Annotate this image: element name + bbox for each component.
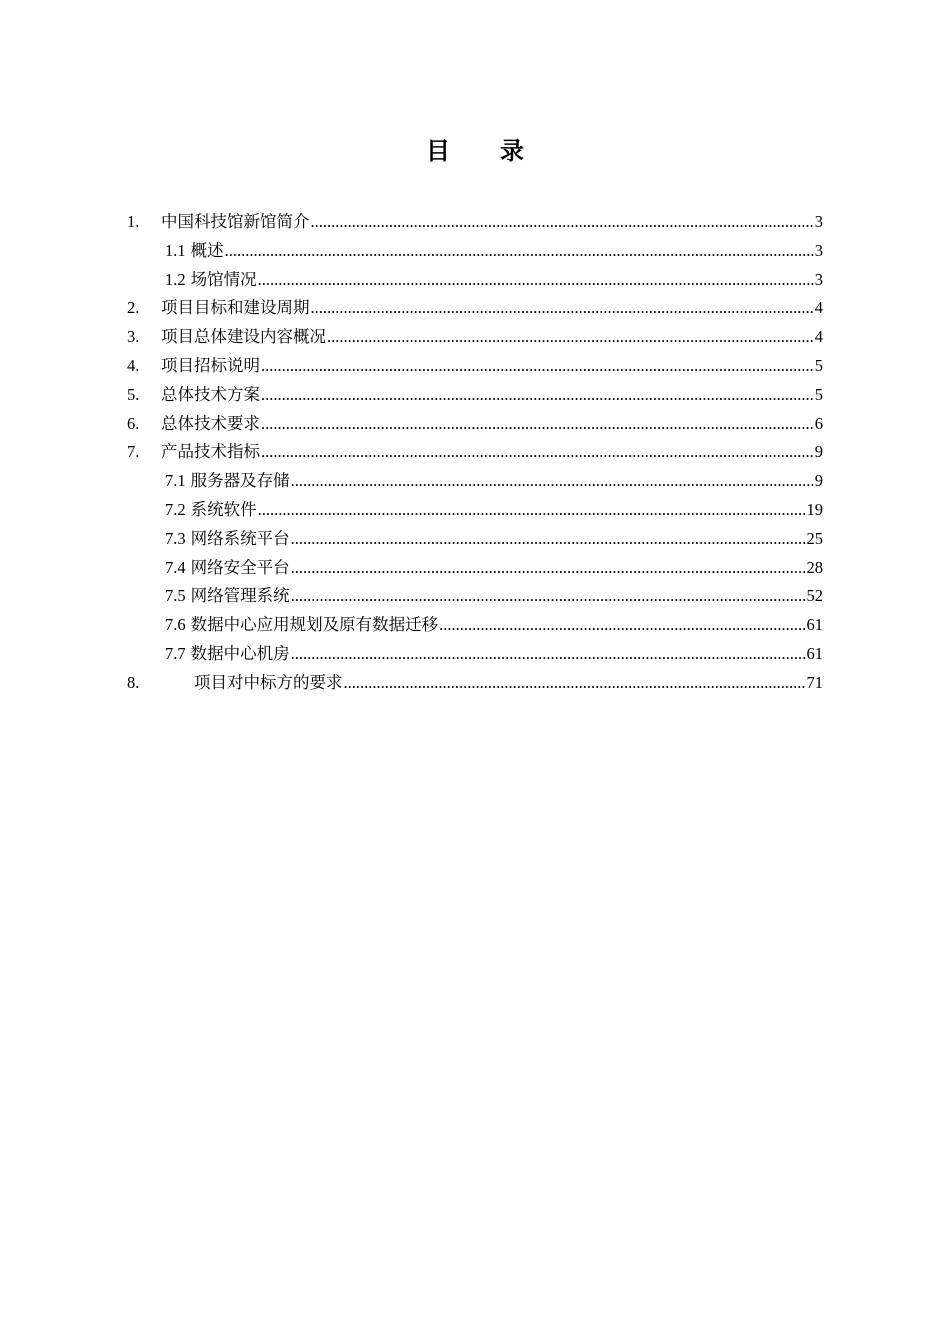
- toc-entry-page: 61: [806, 615, 823, 635]
- toc-entry-number: 1.1: [165, 240, 186, 260]
- toc-leader-dots: [291, 586, 806, 606]
- toc-entry-page: 19: [806, 499, 823, 519]
- toc-entry[interactable]: [127, 611, 823, 640]
- toc-entry-number: 1.2: [165, 269, 186, 289]
- toc-entry-title: 概述: [190, 240, 224, 260]
- toc-entry-number: 8.: [127, 672, 140, 692]
- toc-entry-page: 5: [814, 355, 823, 375]
- toc-leader-dots: [344, 673, 806, 693]
- toc-entry-number: 7.6: [165, 615, 186, 635]
- toc-entry[interactable]: [127, 496, 823, 525]
- toc-title: 目 录: [426, 139, 546, 165]
- toc-entry-page: 3: [814, 212, 823, 231]
- toc-entry-page: 4: [814, 298, 823, 318]
- toc-entry-page: 71: [806, 672, 823, 692]
- toc-entry[interactable]: [127, 410, 823, 439]
- toc-entry-title: 项目总体建设内容概况: [161, 327, 326, 347]
- toc-entry[interactable]: [127, 381, 823, 410]
- toc-entry-title: 产品技术指标: [161, 442, 260, 462]
- toc-leader-dots: [291, 529, 806, 549]
- toc-entry[interactable]: [127, 669, 823, 698]
- toc-entry-page: 28: [806, 557, 823, 577]
- toc-entry[interactable]: [127, 352, 823, 381]
- toc-entry-number: 6.: [127, 413, 140, 433]
- toc-leader-dots: [258, 500, 806, 520]
- toc-leader-dots: [327, 327, 814, 347]
- toc-entry-title: 场馆情况: [190, 269, 257, 289]
- toc-entry-page: 6: [814, 413, 823, 433]
- toc-entry-title: 数据中心机房: [190, 643, 290, 663]
- toc-entry-title: 项目对中标方的要求: [194, 672, 343, 692]
- toc-entry[interactable]: [127, 237, 823, 266]
- toc-entry-title: 总体技术方案: [161, 384, 260, 404]
- toc-entry-page: 52: [806, 586, 823, 606]
- toc-leader-dots: [311, 298, 814, 318]
- toc-entry[interactable]: [127, 438, 823, 467]
- toc-entry-number: 7.3: [165, 528, 186, 548]
- toc-leader-dots: [291, 644, 806, 664]
- toc-list: [127, 208, 823, 698]
- toc-leader-dots: [311, 212, 814, 232]
- toc-entry-title: 项目目标和建设周期: [161, 298, 310, 318]
- toc-leader-dots: [291, 558, 806, 578]
- toc-entry-title: 服务器及存储: [190, 471, 290, 491]
- toc-entry-number: 7.: [127, 442, 140, 462]
- toc-entry-title: 网络安全平台: [190, 557, 290, 577]
- toc-entry-page: 9: [814, 442, 823, 462]
- toc-leader-dots: [261, 414, 814, 434]
- toc-leader-dots: [261, 385, 814, 405]
- toc-entry-number: 4.: [127, 355, 140, 375]
- toc-entry-number: 7.2: [165, 499, 186, 519]
- toc-entry[interactable]: [127, 640, 823, 669]
- toc-entry[interactable]: [127, 208, 823, 237]
- toc-entry-page: 4: [814, 327, 823, 347]
- toc-leader-dots: [261, 442, 814, 462]
- toc-leader-dots: [439, 615, 805, 635]
- toc-leader-dots: [261, 356, 814, 376]
- toc-entry-title: 总体技术要求: [161, 413, 260, 433]
- toc-entry[interactable]: [127, 467, 823, 496]
- toc-entry-page: 61: [806, 643, 823, 663]
- toc-entry-number: 7.5: [165, 586, 186, 606]
- toc-entry-page: 9: [814, 471, 823, 491]
- toc-entry-page: 5: [814, 384, 823, 404]
- toc-entry-number: 1.: [127, 212, 140, 231]
- toc-entry-number: 3.: [127, 327, 140, 347]
- toc-entry-title: 网络管理系统: [190, 586, 290, 606]
- toc-entry-title: 项目招标说明: [161, 355, 260, 375]
- toc-entry[interactable]: [127, 582, 823, 611]
- toc-entry[interactable]: [127, 266, 823, 295]
- toc-entry-title: 网络系统平台: [190, 528, 290, 548]
- toc-entry-page: 25: [806, 528, 823, 548]
- toc-leader-dots: [225, 241, 814, 261]
- toc-entry-title: 数据中心应用规划及原有数据迁移: [190, 615, 439, 635]
- toc-entry[interactable]: [127, 294, 823, 323]
- toc-entry-number: 7.1: [165, 471, 186, 491]
- toc-entry-number: 5.: [127, 384, 140, 404]
- toc-entry-title: 系统软件: [190, 499, 257, 519]
- toc-leader-dots: [291, 471, 814, 491]
- toc-entry-number: 7.7: [165, 643, 186, 663]
- toc-entry-page: 3: [814, 269, 823, 289]
- toc-entry-number: 7.4: [165, 557, 186, 577]
- toc-entry[interactable]: [127, 323, 823, 352]
- toc-entry-number: 2.: [127, 298, 140, 318]
- toc-entry-page: 3: [814, 240, 823, 260]
- toc-entry[interactable]: [127, 554, 823, 583]
- toc-leader-dots: [258, 270, 814, 290]
- toc-entry-title: 中国科技馆新馆简介: [161, 212, 310, 231]
- toc-entry[interactable]: [127, 525, 823, 554]
